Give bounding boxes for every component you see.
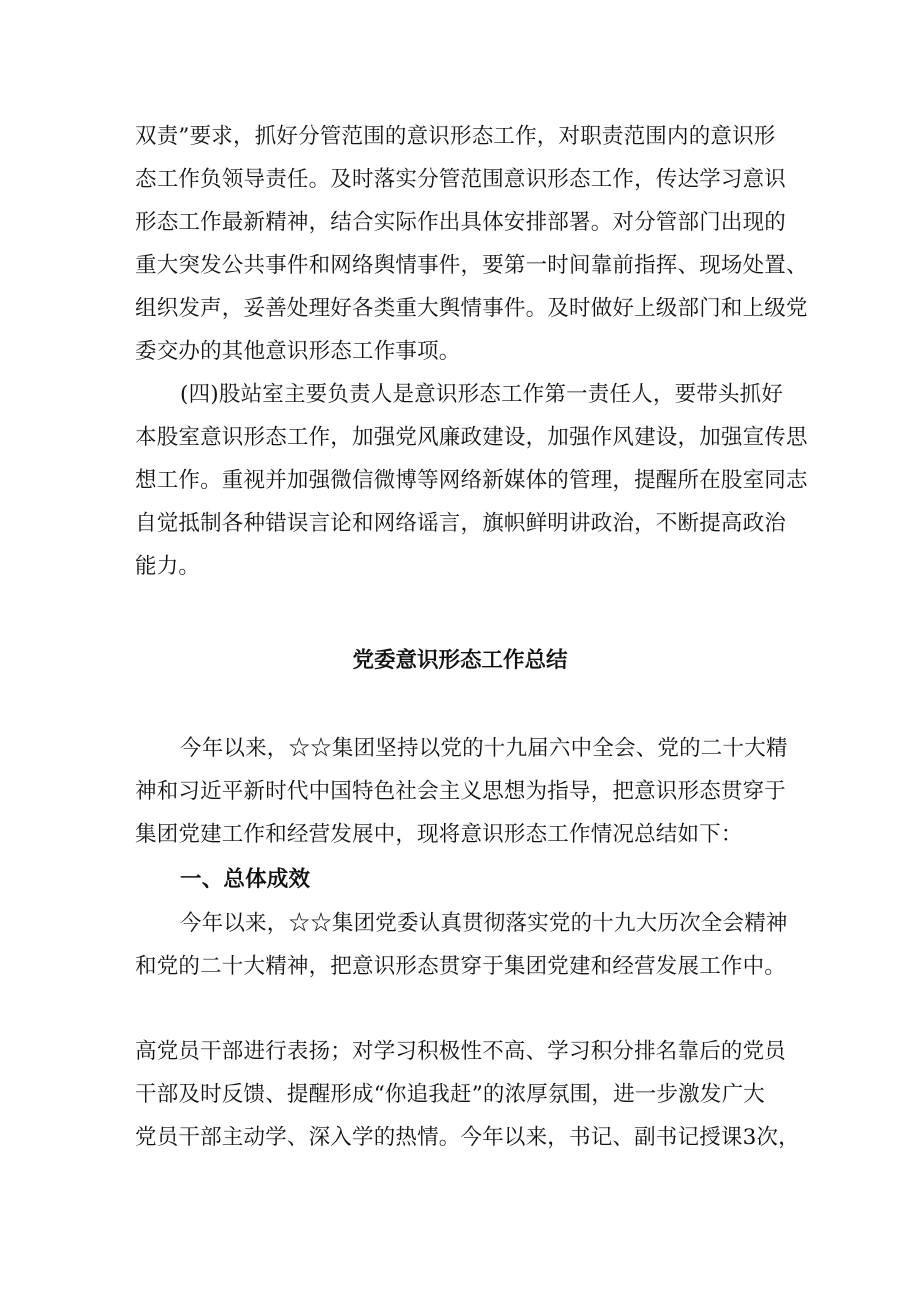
paragraph-line: 集团党建工作和经营发展中，现将意识形态工作情况总结如下： [135,822,743,847]
paragraph-line: 本股室意识形态工作，加强党风廉政建设，加强作风建设，加强宣传思 [135,425,808,450]
paragraph-line: 态工作负领导责任。及时落实分管范围意识形态工作，传达学习意识 [135,167,787,192]
paragraph-line: 高党员干部进行表扬；对学习积极性不高、学习积分排名靠后的党员 [135,1039,787,1064]
paragraph-line: 干部及时反馈、提醒形成“你追我赶”的浓厚氛围，进一步激发广大 [135,1082,765,1107]
paragraph-line: 党员干部主动学、深入学的热情。今年以来，书记、副书记授课3次， [135,1125,800,1150]
paragraph-line: 神和习近平新时代中国特色社会主义思想为指导，把意识形态贯穿于 [135,779,787,804]
paragraph-line: 今年以来，☆☆集团坚持以党的十九届六中全会、党的二十大精 [180,736,788,761]
paragraph-line: 组织发声，妥善处理好各类重大舆情事件。及时做好上级部门和上级党 [135,296,808,321]
paragraph-line: 委交办的其他意识形态工作事项。 [135,339,461,364]
paragraph-line: 自觉抵制各种错误言论和网络谣言，旗帜鲜明讲政治，不断提高政治 [135,511,787,536]
paragraph-line: 和党的二十大精神，把意识形态贯穿于集团党建和经营发展工作中。 [135,954,787,979]
paragraph-line: 想工作。重视并加强微信微博等网络新媒体的管理，提醒所在股室同志 [135,468,808,493]
paragraph-line: 双责”要求，抓好分管范围的意识形态工作，对职责范围内的意识形 [135,124,776,149]
paragraph-line: 今年以来，☆☆集团党委认真贯彻落实党的十九大历次全会精神 [180,911,788,936]
document-title: 党委意识形态工作总结 [352,648,568,673]
paragraph-line: 重大突发公共事件和网络舆情事件，要第一时间靠前指挥、现场处置、 [135,253,808,278]
section-heading: 一、总体成效 [180,867,311,892]
paragraph-line: 形态工作最新精神，结合实际作出具体安排部署。对分管部门出现的 [135,210,787,235]
paragraph-line: 能力。 [135,554,201,579]
paragraph-line: (四)股站室主要负责人是意识形态工作第一责任人，要带头抓好 [180,382,784,407]
